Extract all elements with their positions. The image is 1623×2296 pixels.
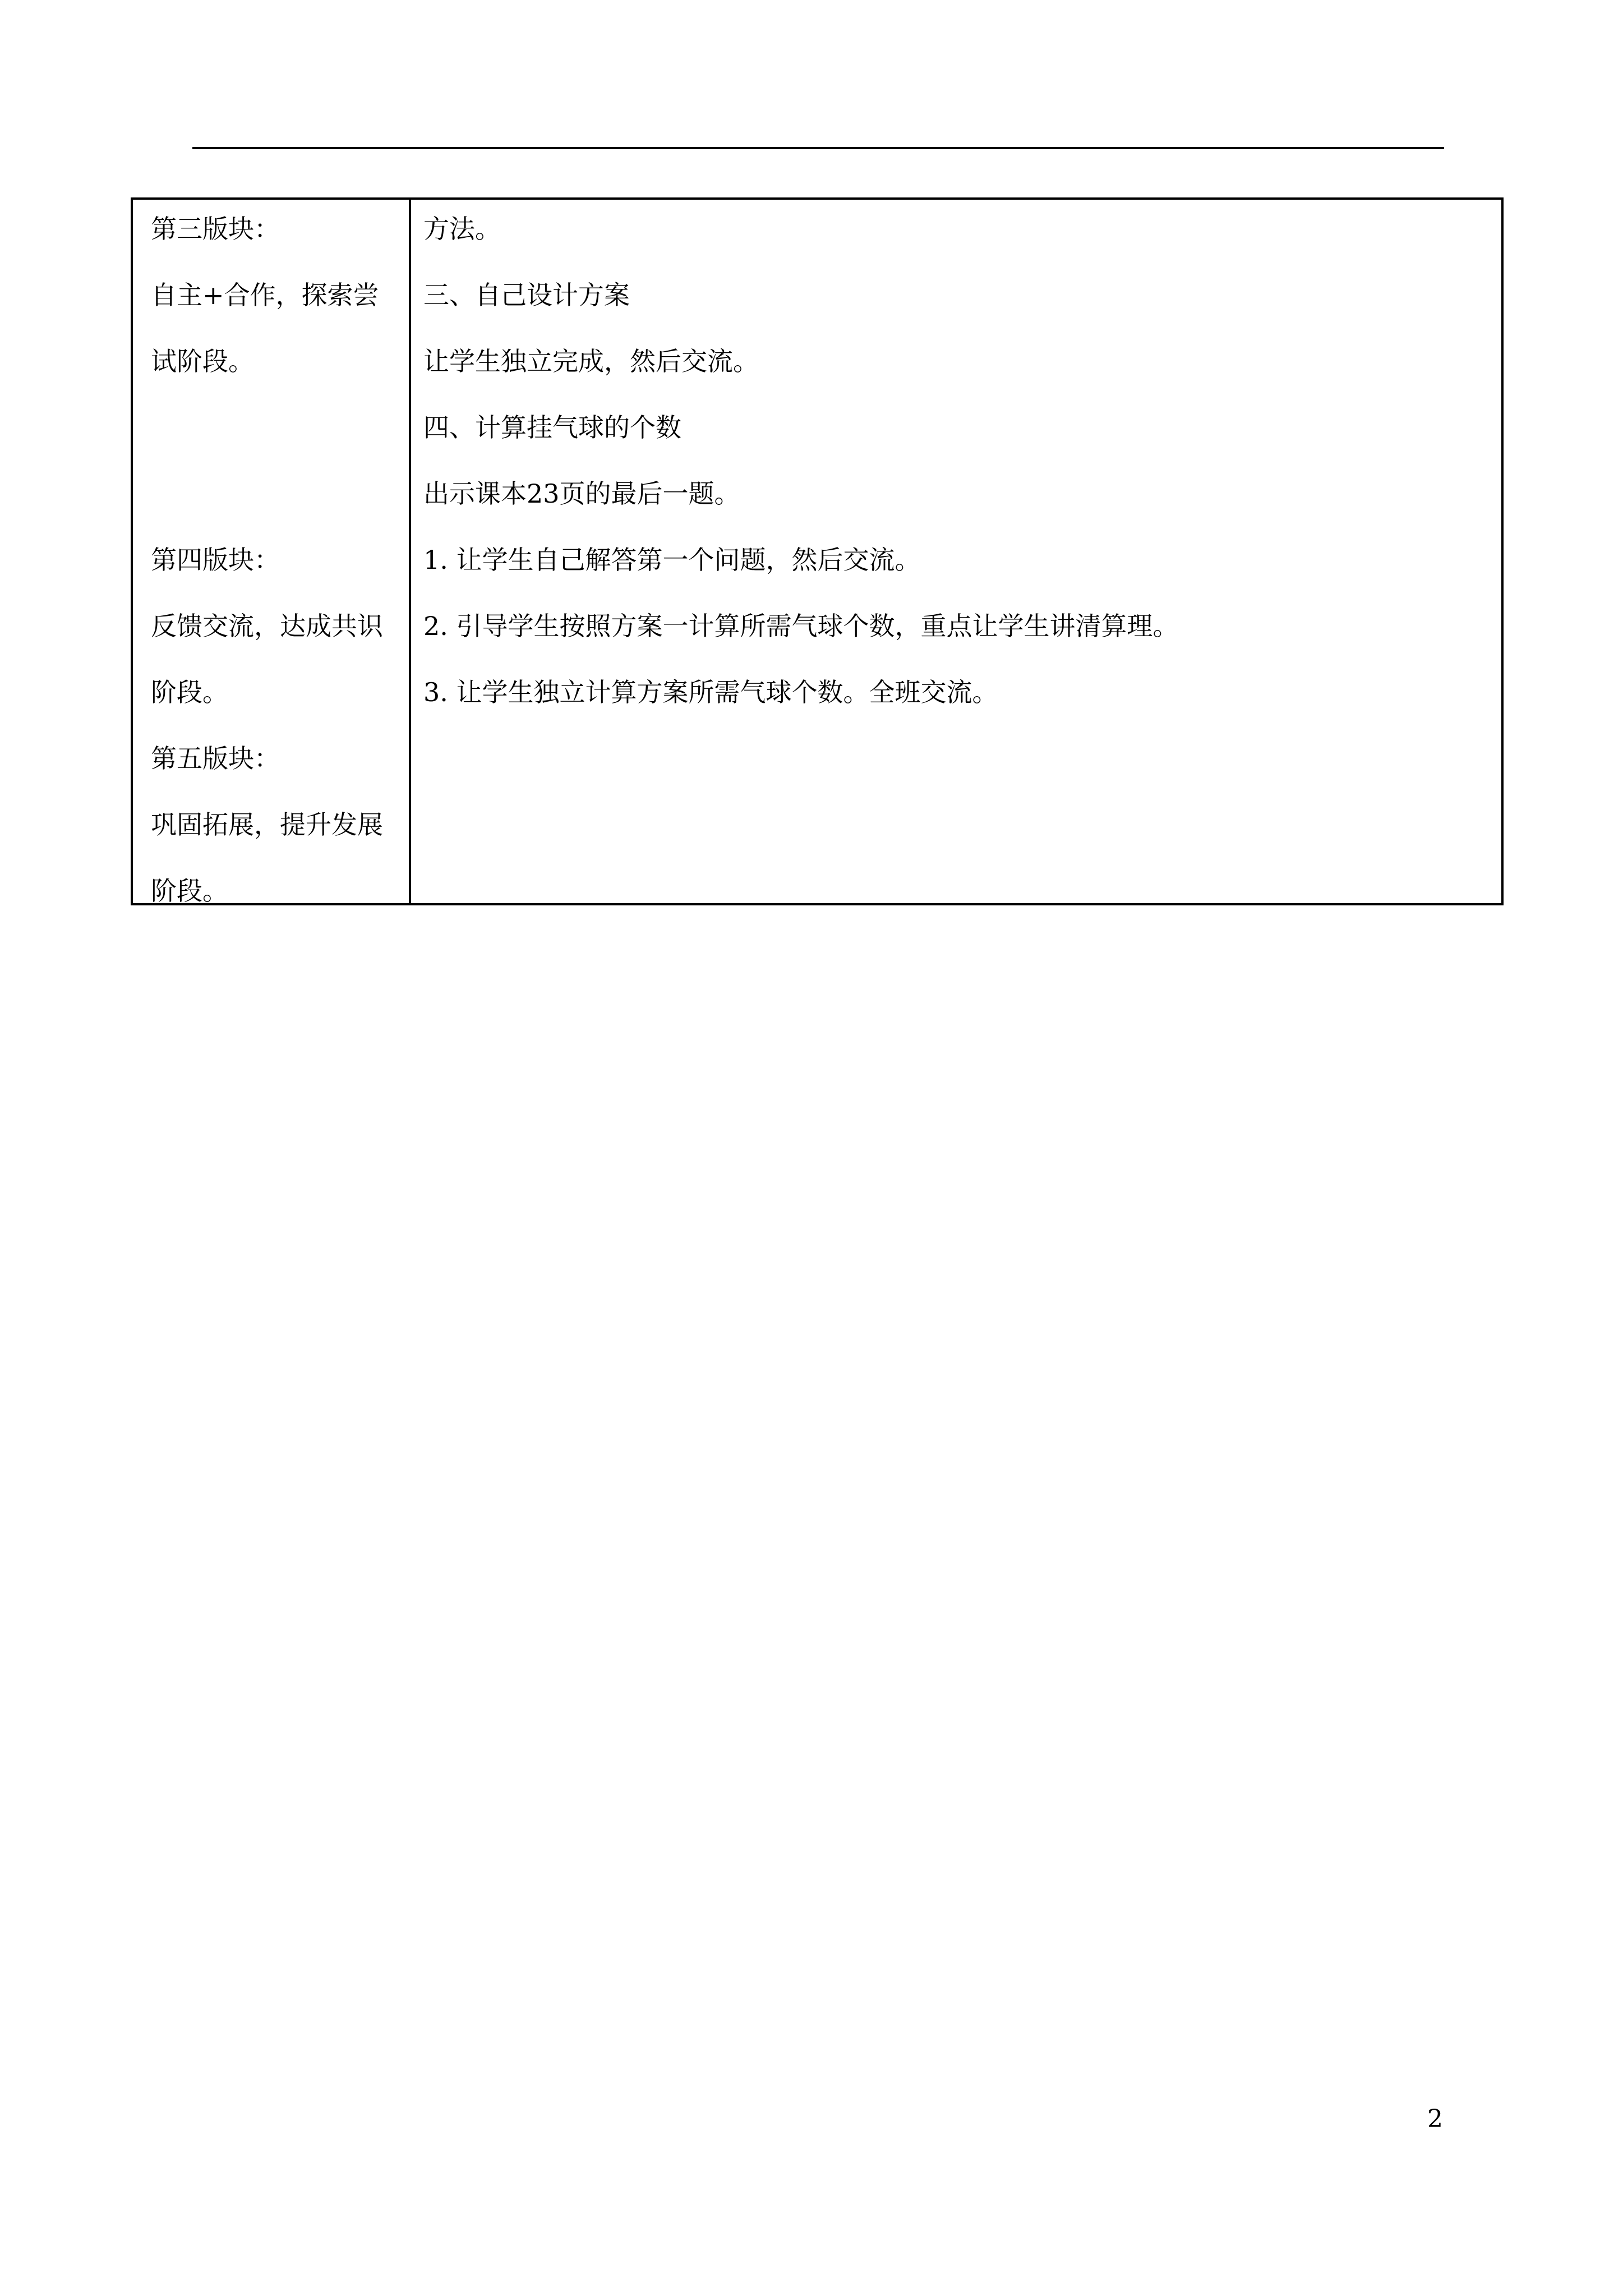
stage-line: 巩固拓展，提升发展 [151, 809, 383, 840]
stage-line: 第五版块： [151, 743, 280, 774]
stage-line: 阶段。 [151, 677, 228, 707]
content-line: 2. 引导学生按照方案一计算所需气球个数，重点让学生讲清算理。 [423, 611, 1179, 641]
content-line: 出示课本23页的最后一题。 [423, 478, 740, 509]
content-line: 四、计算挂气球的个数 [423, 412, 681, 443]
content-column [411, 200, 1501, 903]
stage-line: 自主+合作，探索尝 [151, 280, 379, 310]
content-line: 三、自己设计方案 [423, 280, 630, 310]
content-line: 方法。 [423, 214, 501, 244]
lesson-plan-table [131, 197, 1504, 905]
stage-line: 试阶段。 [151, 346, 254, 376]
stage-line: 第三版块： [151, 214, 280, 244]
page-number: 2 [1427, 2105, 1443, 2133]
stage-line: 第四版块： [151, 545, 280, 575]
content-line: 让学生独立完成，然后交流。 [423, 346, 759, 376]
header-rule [192, 147, 1444, 149]
content-line: 1. 让学生自己解答第一个问题，然后交流。 [423, 545, 921, 575]
stage-column [133, 200, 411, 906]
stage-line: 反馈交流，达成共识 [151, 611, 383, 641]
content-line: 3. 让学生独立计算方案所需气球个数。全班交流。 [423, 677, 998, 707]
stage-line: 阶段。 [151, 876, 228, 906]
